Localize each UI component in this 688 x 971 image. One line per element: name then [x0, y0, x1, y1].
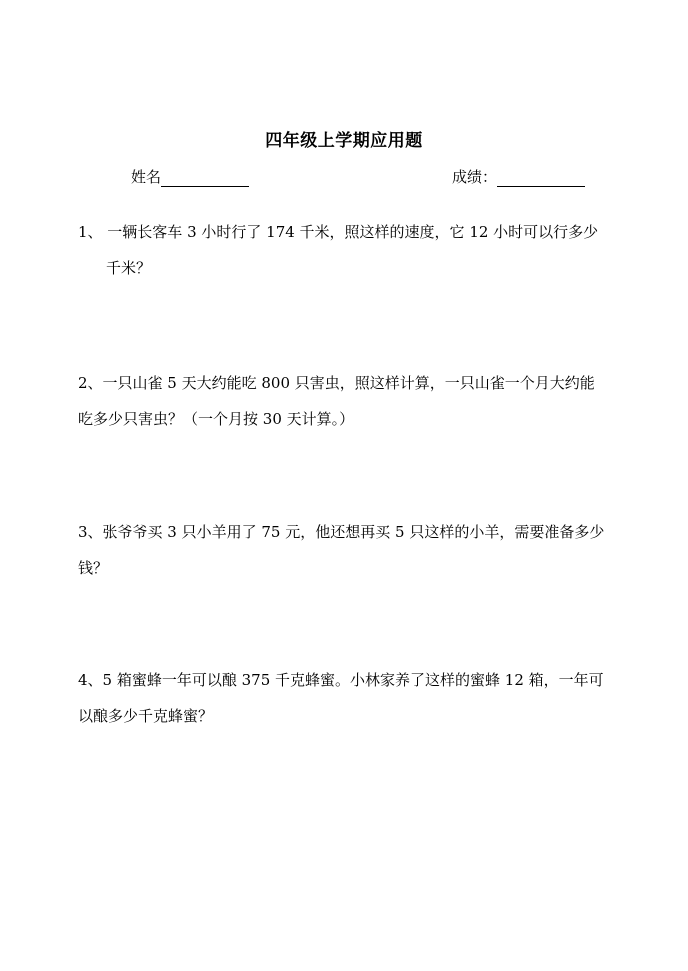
question-2 [78, 365, 618, 437]
question-3-line-1: 3、张爷爷买 3 只小羊用了 75 元，他还想再买 5 只这样的小羊，需要准备多少 [78, 523, 605, 541]
question-1 [78, 214, 618, 286]
question-3 [78, 514, 618, 586]
score-blank [497, 169, 585, 187]
question-2-line-2: 吃多少只害虫？（一个月按 30 天计算。） [78, 410, 355, 428]
name-field-row [131, 166, 249, 187]
question-1-line-1: 1、 一辆长客车 3 小时行了 174 千米，照这样的速度，它 12 小时可以行多少 [78, 223, 599, 241]
question-4-line-1: 4、5 箱蜜蜂一年可以酿 375 千克蜂蜜。小林家养了这样的蜜蜂 12 箱，一年可 [78, 671, 604, 689]
name-label: 姓名 [131, 168, 162, 186]
score-label: 成绩： [452, 168, 498, 186]
question-4 [78, 662, 618, 734]
question-1-line-2: 千米？ [106, 259, 152, 277]
name-blank [161, 169, 249, 187]
question-3-line-2: 钱？ [78, 559, 109, 577]
question-2-line-1: 2、一只山雀 5 天大约能吃 800 只害虫，照这样计算，一只山雀一个月大约能 [78, 374, 595, 392]
score-field-row [452, 166, 585, 187]
worksheet-title: 四年级上学期应用题 [265, 131, 423, 151]
question-4-line-2: 以酿多少千克蜂蜜？ [78, 707, 214, 725]
